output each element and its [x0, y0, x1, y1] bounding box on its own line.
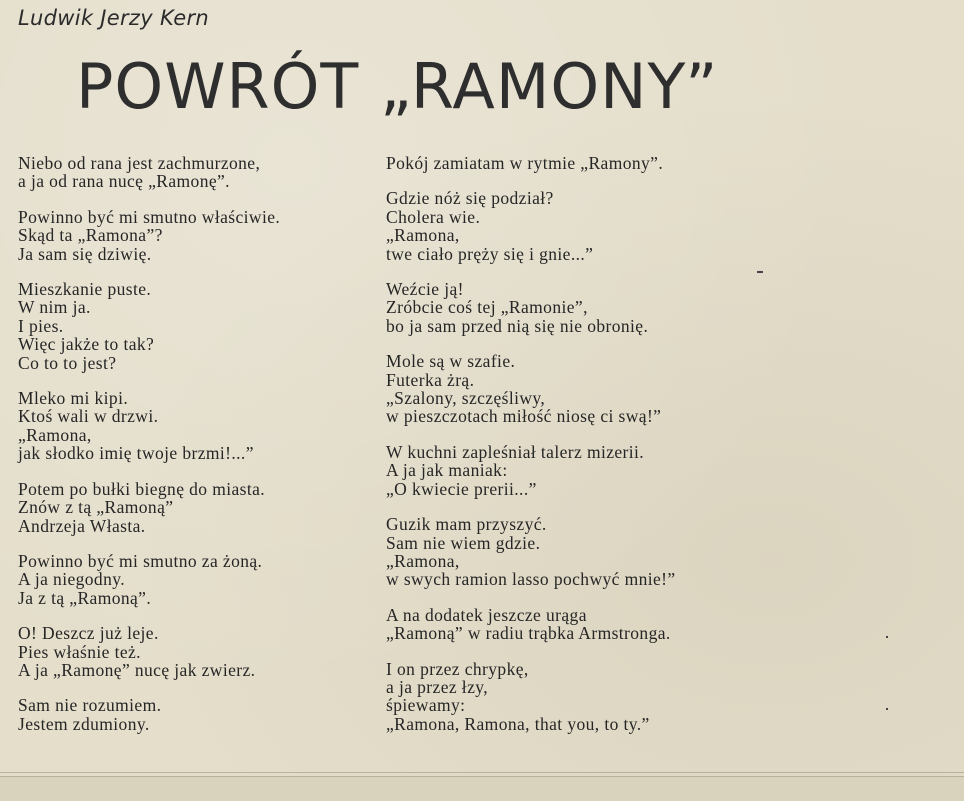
stanza [386, 515, 766, 589]
stanza [18, 480, 368, 535]
poem-line: Skąd ta „Ramona”? [18, 225, 163, 246]
poem-line: bo ja sam przed nią się nie obronię. [386, 315, 649, 336]
stanza [18, 389, 368, 463]
stanza [386, 154, 766, 172]
poem-line: Andrzeja Własta. [18, 515, 146, 536]
stanza [386, 606, 766, 643]
page-fold-line [0, 772, 964, 773]
poem-line: „Ramoną” w radiu trąbka Armstronga. [386, 623, 671, 644]
poem-line: w pieszczotach miłość niosę ci swą!” [386, 406, 662, 427]
poem-line: Ja sam się dziwię. [18, 243, 152, 264]
print-speck [886, 708, 888, 710]
poem-column-left [18, 154, 368, 750]
poem-line: A ja jak maniak: [386, 460, 508, 481]
poem-line: A na dodatek jeszcze urąga [386, 604, 587, 625]
poem-line: Ja z tą „Ramoną”. [18, 587, 152, 608]
poem-line: Mieszkanie puste. [18, 279, 152, 300]
poem-line: Guzik mam przyszyć. [386, 514, 547, 535]
poem-line: A ja niegodny. [18, 569, 126, 590]
poem-line: w swych ramion lasso pochwyć mnie!” [386, 569, 676, 590]
poem-line: Weźcie ją! [386, 279, 464, 300]
stanza [386, 660, 766, 734]
poem-line: Zróbcie coś tej „Ramonie”, [386, 297, 588, 318]
poem-line: jak słodko imię twoje brzmi!...” [18, 443, 254, 464]
stanza [386, 189, 766, 263]
poem-line: A ja „Ramonę” nucę jak zwierz. [18, 659, 256, 680]
poem-line: Mole są w szafie. [386, 351, 516, 372]
poem-line: Pies właśnie też. [18, 641, 141, 662]
poem-line: „Ramona, [386, 225, 460, 246]
poem-line: W kuchni zapleśniał talerz mizerii. [386, 441, 645, 462]
poem-line: Sam nie rozumiem. [18, 695, 162, 716]
poem-line: Potem po bułki biegnę do miasta. [18, 478, 266, 499]
poem-line: Futerka żrą. [386, 369, 475, 390]
poem-line: śpiewamy: [386, 695, 466, 716]
poem-line: Co to to jest? [18, 352, 117, 373]
poem-line: W nim ja. [18, 297, 91, 318]
stanza [18, 208, 368, 263]
poem-line: I pies. [18, 315, 64, 336]
poem-line: Gdzie nóż się podział? [386, 188, 554, 209]
poem-line: a ja od rana nucę „Ramonę”. [18, 171, 230, 192]
poem-line: Mleko mi kipi. [18, 388, 129, 409]
poem-line: „O kwiecie prerii...” [386, 478, 537, 499]
stanza [18, 624, 368, 679]
poem-line: Powinno być mi smutno za żoną. [18, 550, 263, 571]
stanza [386, 443, 766, 498]
poem-column-right [386, 154, 766, 750]
poem-line: a ja przez łzy, [386, 676, 489, 697]
stanza [18, 154, 368, 191]
poem-line: Niebo od rana jest zachmurzone, [18, 153, 261, 173]
print-speck [757, 271, 763, 273]
poem-line: Pokój zamiatam w rytmie „Ramony”. [386, 153, 664, 173]
poem-line: Znów z tą „Ramoną” [18, 497, 174, 518]
stanza [18, 696, 368, 733]
poem-title: POWRÓT „RAMONY” [76, 50, 719, 123]
page-bottom-edge [0, 776, 964, 801]
author-name: Ludwik Jerzy Kern [18, 6, 210, 30]
stanza [386, 280, 766, 335]
poem-line: O! Deszcz już leje. [18, 623, 159, 644]
poem-line: „Szalony, szczęśliwy, [386, 388, 546, 409]
poem-line: „Ramona, [18, 424, 92, 445]
poem-line: twe ciało pręży się i gnie...” [386, 243, 594, 264]
stanza [18, 280, 368, 372]
poem-line: „Ramona, Ramona, that you, to ty.” [386, 713, 650, 734]
stanza [386, 352, 766, 426]
poem-line: Więc jakże to tak? [18, 334, 155, 355]
poem-line: Sam nie wiem gdzie. [386, 532, 541, 553]
poem-line: Powinno być mi smutno właściwie. [18, 206, 281, 227]
poem-line: Cholera wie. [386, 206, 481, 227]
poem-line: „Ramona, [386, 550, 460, 571]
print-speck [886, 636, 888, 638]
poem-line: I on przez chrypkę, [386, 658, 529, 679]
poem-line: Jestem zdumiony. [18, 713, 150, 734]
stanza [18, 552, 368, 607]
poem-line: Ktoś wali w drzwi. [18, 406, 159, 427]
